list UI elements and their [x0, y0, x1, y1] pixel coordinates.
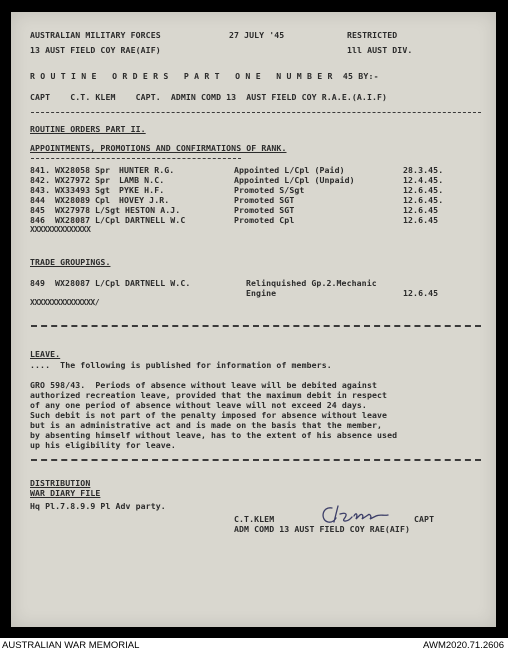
leave-line: by absenting himself without leave, has to the extent of his absence used [30, 430, 398, 440]
row-action: Promoted SGT [234, 195, 295, 205]
document-page [11, 12, 496, 627]
trade-row-rank: L/Cpl [95, 278, 121, 288]
footer-bar [0, 638, 508, 653]
trade-row-name: DARTNELL W.C. [125, 278, 191, 288]
header-forces: AUSTRALIAN MILITARY FORCES [30, 30, 161, 40]
row-number: WX27972 [55, 175, 91, 185]
trade-row-action: Relinquished Gp.2.Mechanic [246, 278, 377, 288]
trade-row-no: 849 [30, 278, 46, 288]
row-name: HESTON A.J. [125, 205, 181, 215]
struck-line: XXXXXXXXXXXXXXX/ [30, 298, 100, 307]
signatory-rank: CAPT [414, 514, 435, 524]
header-date: 27 JULY '45 [229, 30, 285, 40]
row-action: Promoted Cpl [234, 215, 295, 225]
row-name: HUNTER R.G. [119, 165, 175, 175]
row-rank: Cpl [95, 195, 111, 205]
row-no: 843. [30, 185, 51, 195]
trade-row-number: WX28087 [55, 278, 91, 288]
footer-accession-number: AWM2020.71.2606 [423, 640, 504, 651]
row-date: 12.6.45. [403, 185, 444, 195]
trade-row-action-cont: Engine [246, 288, 277, 298]
row-no: 841. [30, 165, 51, 175]
header-division: 1ll AUST DIV. [347, 45, 413, 55]
row-no: 846 [30, 215, 46, 225]
row-date: 12.6.45 [403, 205, 439, 215]
row-number: WX28089 [55, 195, 91, 205]
divider [31, 158, 241, 159]
row-date: 12.6.45. [403, 195, 444, 205]
row-date: 12.6.45 [403, 215, 439, 225]
row-action: Appointed L/Cpl (Unpaid) [234, 175, 355, 185]
leave-line: of any one period of absence without leave will not exceed 24 days. [30, 400, 367, 410]
trade-row-date: 12.6.45 [403, 288, 439, 298]
section-title-leave: LEAVE. [30, 349, 61, 359]
section-title-part2: ROUTINE ORDERS PART II. [30, 124, 146, 134]
row-number: WX27978 [55, 205, 91, 215]
signatory-title: ADM COMD 13 AUST FIELD COY RAE(AIF) [234, 524, 411, 534]
leave-line: authorized recreation leave, provided that the maximum debit in respect [30, 390, 388, 400]
leave-line: Such debit is not part of the penalty imposed for absence without leave [30, 410, 388, 420]
row-rank: Spr [95, 165, 111, 175]
row-date: 28.3.45. [403, 165, 444, 175]
leave-intro: .... The following is published for information of members. [30, 360, 332, 370]
divider [31, 459, 481, 461]
section-subtitle-appointments: APPOINTMENTS, PROMOTIONS AND CONFIRMATIONS OF RANK. [30, 143, 287, 153]
divider [31, 112, 481, 113]
row-no: 844 [30, 195, 46, 205]
divider [31, 325, 481, 327]
row-action: Appointed L/Cpl (Paid) [234, 165, 345, 175]
leave-line: but is an administrative act and is made on the basis that the member, [30, 420, 383, 430]
row-rank: L/Cpl [95, 215, 121, 225]
row-no: 842. [30, 175, 51, 185]
row-date: 12.4.45. [403, 175, 444, 185]
struck-line: XXXXXXXXXXXXXX [30, 225, 91, 234]
issuing-officer: CAPT C.T. KLEM CAPT. ADMIN COMD 13 AUST FIELD COY R.A.E.(A.I.F) [30, 92, 388, 102]
distribution-hq: Hq Pl.7.8.9.9 Pl Adv party. [30, 501, 166, 511]
row-rank: L/Sgt [95, 205, 121, 215]
row-no: 845 [30, 205, 46, 215]
row-rank: Spr [95, 175, 111, 185]
leave-line: GRO 598/43. Periods of absence without leave will be debited against [30, 380, 378, 390]
routine-orders-heading: R O U T I N E O R D E R S P A R T O N E N U M B E R 45 BY:- [30, 71, 379, 81]
section-title-trade-groupings: TRADE GROUPINGS. [30, 257, 111, 267]
row-name: LAMB N.C. [119, 175, 165, 185]
row-number: WX28087 [55, 215, 91, 225]
row-name: HOVEY J.R. [119, 195, 170, 205]
header-unit: 13 AUST FIELD COY RAE(AIF) [30, 45, 161, 55]
row-action: Promoted S/Sgt [234, 185, 305, 195]
row-rank: Sgt [95, 185, 111, 195]
leave-line: up his eligibility for leave. [30, 440, 176, 450]
header-restricted: RESTRICTED [347, 30, 398, 40]
signatory-name: C.T.KLEM [234, 514, 275, 524]
row-name: DARTNELL W.C [125, 215, 186, 225]
row-number: WX28058 [55, 165, 91, 175]
row-name: PYKE H.F. [119, 185, 165, 195]
footer-institution: AUSTRALIAN WAR MEMORIAL [2, 640, 140, 651]
row-action: Promoted SGT [234, 205, 295, 215]
row-number: WX33493 [55, 185, 91, 195]
distribution-title: DISTRIBUTION [30, 478, 91, 488]
distribution-file: WAR DIARY FILE [30, 488, 101, 498]
